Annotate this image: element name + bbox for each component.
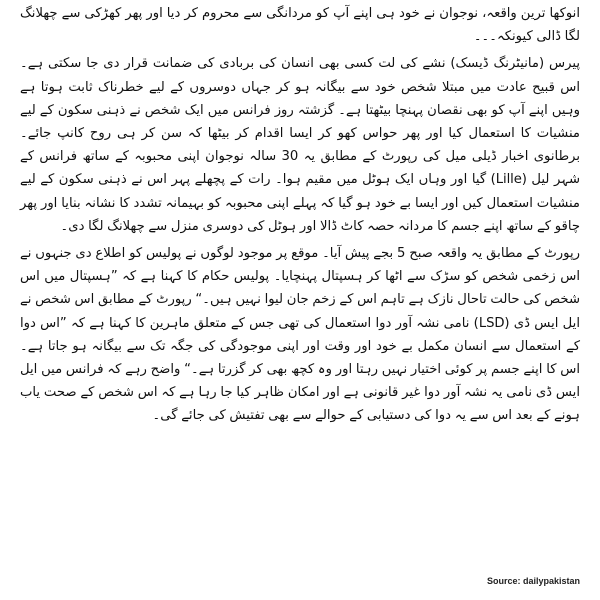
source-credit: Source: dailypakistan bbox=[486, 576, 580, 586]
article-body-paragraph: پیرس (مانیٹرنگ ڈیسک) نشے کی لت کسی بھی انسان کی بربادی کی ضمانت قرار دی جا سکتی ہے۔ اس قبیح عادت میں مبتلا شخص خود سے بیگانہ ہو کر جہاں دوسروں کے لیے خطرناک ثابت ہوتا ہے وہیں اپنے آپ کو بھی نقصان پہنچا بیٹھتا ہے۔ گزشتہ روز فرانس میں ایک شخص نے ذہنی سکون کے لیے منشیات کا استعمال کیا اور پھر حواس کھو کر ایسا اقدام کر بیٹھا کہ سن کر ہی روح کانپ جائے۔ برطانوی اخبار ڈیلی میل کی رپورٹ کے مطابق یہ 30 سالہ نوجوان اپنی محبوبہ کے ساتھ فرانس کے شہر لیل (Lille) گیا اور وہاں ایک ہوٹل میں مقیم ہوا۔ رات کے پچھلے پہر اس نے ذہنی سکون کے لیے منشیات استعمال کیں اور ایسا بے خود ہو گیا کہ پہلے اپنی محبوبہ کو بہیمانہ تشدد کا نشانہ بنایا اور پھر چاقو کے ساتھ اپنے جسم کا مردانہ حصہ کاٹ ڈالا اور ہوٹل کی دوسری منزل سے چھلانگ لگا دی۔ bbox=[20, 56, 581, 234]
article-headline-paragraph: انوکھا ترین واقعہ، نوجوان نے خود ہی اپنے آپ کو مردانگی سے محروم کر دیا اور پھر کھڑکی سے چھلانگ لگا ڈالی کیونکہ۔۔۔ bbox=[20, 6, 580, 45]
article-body-paragraph: رپورٹ کے مطابق یہ واقعہ صبح 5 بجے پیش آیا۔ موقع پر موجود لوگوں نے پولیس کو اطلاع دی جنہوں نے اس زخمی شخص کو سڑک سے اٹھا کر ہسپتال پہنچایا۔ پولیس حکام کا کہنا ہے کہ ”ہسپتال میں اس شخص کی حالت تاحال نازک ہے تاہم اس کے زخم جان لیوا نہیں ہیں۔“ رپورٹ کے مطابق اس شخص نے ایل ایس ڈی (LSD) نامی نشہ آور دوا استعمال کی تھی جس کے متعلق ماہرین کا کہنا ہے کہ ”اس دوا کے استعمال سے انسان مکمل بے خود اور وقت اور اپنی موجودگی کی جگہ تک سے بیگانہ ہو جاتا ہے۔ اس کا اپنے جسم پر کوئی اختیار نہیں رہتا اور وہ کچھ بھی کر گزرتا ہے۔“ واضح رہے کہ فرانس میں ایل ایس ڈی نامی یہ نشہ آور دوا غیر قانونی ہے اور امکان ظاہر کیا جا رہا ہے کہ اس شخص کے صحت یاب ہونے کے بعد اس سے یہ دوا کی دستیابی کے حوالے سے بھی تفتیش کی جائے گی۔ bbox=[20, 246, 580, 424]
